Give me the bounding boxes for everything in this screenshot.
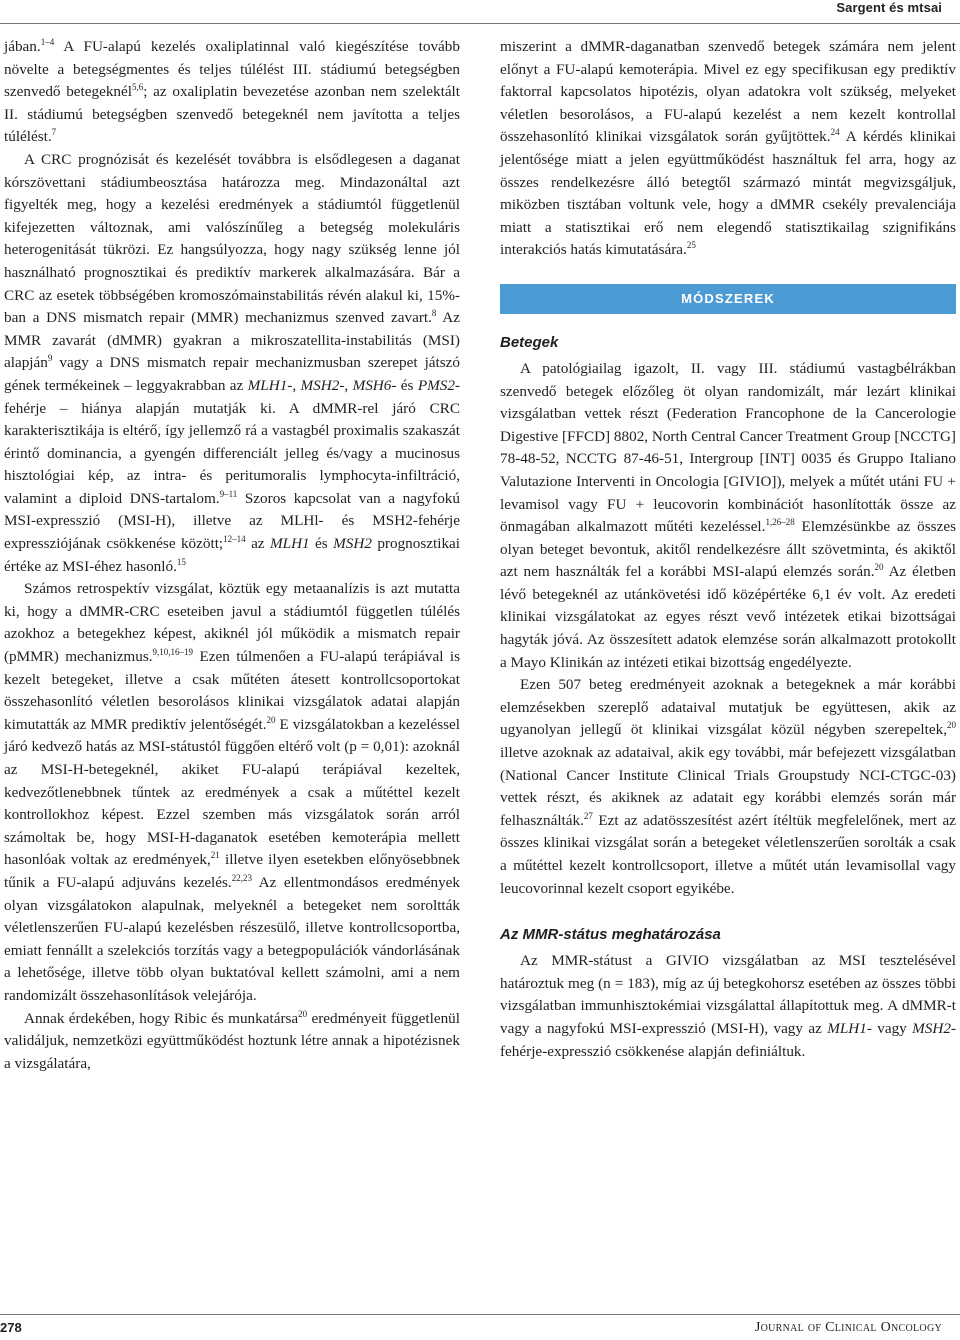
footer-rule xyxy=(0,1314,960,1315)
right-column xyxy=(500,36,956,1063)
paragraph-hypothesis-continued: miszerint a dMMR-daganatban szenvedő betegek számára nem jelent előnyt a FU-alapú kemoterápia. Mivel ez egy specifikusan egy prediktív faktorral kapcsolatos hipotézis, olyan adatokra volt szükség, melyeket véletlen besorolásos, a FU-alapú kezelést a nem kezelt kontrollal összehasonlító klinikai vizsgálatok során gyűjtöttek.$^{24}$ A kérdés klinikai jelentősége miatt a jelen együttműködést használtuk fel arra, hogy az összes rendelkezésre álló betegtől származó mintát megvizsgáljuk, miközben tisztában voltunk vele, hogy a dMMR csekély prevalenciája miatt a statisztikai erő nem elegendő statisztikailag szignifikáns interakciós hatás kimutatására.$^{25}$ xyxy=(500,38,956,259)
paragraph-crc-prognosis: A CRC prognózisát és kezelését továbbra is elsődlegesen a daganat kórszövettani stádiumbeosztása határozza meg. Mindazonáltal azt figyelték meg, hogy a kezelési eredmények a stádiumtól függetlenül kifejezetten változnak, ami valószínűleg a betegség molekuláris heterogenitását tükrözi. Ez hangsúlyozza, hogy nagy szükség lenne jól használható prognosztikai és prediktív markerek alkalmazására. Bár a CRC az esetek többségében kromoszómainstabilitás révén alakul ki, 15%-ban a DNS mismatch repair (MMR) mechanizmus szenved zavart.$^8$ Az MMR zavarát (dMMR) gyakran a mikroszatellita-instabilitás (MSI) alapján$^9$ vagy a DNS mismatch repair mechanizmusban szerepet játszó gének termékeinek – leggyakrabban az MLH1-, MSH2-, MSH6- és PMS2-fehérje – hiánya alapján mutatják ki. A dMMR-rel járó CRC karakterisztikája is eltérő, így jellemző rá a vastagbél proximalis szakaszát érintő dominancia, a gyengén differenciált jelleg és/vagy a mucinosus hisztológiai kép, az intra- és peritumoralis lymphocyta-infiltráció, valamint a diploid DNS-tartalom.$^{9-11}$ Szoros kapcsolat van a nagyfokú MSI-expresszió (MSI-H), illetve az MLHl- és MSH2-fehérje expressziójának csökkenése között;$^{12-14}$ az MLH1 és MSH2 prognosztikai értéke az MSI-éhez hasonló.$^{15}$ xyxy=(4,150,461,575)
paragraph-intro-continued: jában.$^{1-4}$ A FU-alapú kezelés oxaliplatinnal való kiegészítése tovább növelte a betegségmentes és teljes túlélést III. stádiumú betegségben szenvedő betegeknél$^{5,6}$; az oxaliplatin bevezetése azonban nem szelektált II. stádiumú betegségben szenvedő betegeknél nem javította a teljes túlélést.$^7$ xyxy=(4,36,460,146)
paragraph-pooled-data: Ezen 507 beteg eredményeit azoknak a betegeknek a már korábbi elemzésekben szereplő adataival mutatjuk be együttesen, akik az ugyanolyan jellegű öt klinikai vizsgálat közül négyben szerepeltek,$^{20}$ illetve azoknak az adataival, akik egy további, már befejezett vizsgálatban (National Cancer Institute Clinical Trials Groupstudy NCI-CTGC-03) vettek részt, és akiknek az adatait egy korábbi elemzés során már felhasználták.$^{27}$ Ezt az adatösszesítést azért ítéltük megfelelőnek, mert az összes klinikai vizsgálat során a betegeket véletlenszerűen sorolták a csak a műtéttel kezelt kontrollcsoport, illetve a műtét után levamisollal vagy leucovorinnal kezelt csoport egyikébe. xyxy=(500,676,956,897)
left-column xyxy=(4,36,460,1075)
paragraph-mmr-status: Az MMR-státust a GIVIO vizsgálatban az MSI tesztelésével határoztuk meg (n = 183), míg az új betegkohorsz esetében az összes többi vizsgálatban immunhisztokémiai vizsgálattal állapítottuk meg. A dMMR-t vagy a nagyfokú MSI-expresszió (MSI-H), vagy az MLH1- vagy MSH2-fehérje-expresszió csökkenése alapján definiáltuk. xyxy=(500,952,956,1060)
paragraph-retrospective-studies: Számos retrospektív vizsgálat, köztük egy metaanalízis is azt mutatta ki, hogy a dMMR-CRC eseteiben javul a stádiumtól független túlélés azokhoz a betegekhez képest, akiknél jól működik a mismatch repair (pMMR) mechanizmus.$^{9,10,16-19}$ Ezen túlmenően a FU-alapú terápiával is kezelt betegeket, illetve a csak műtéten átesett kontrollcsoportokat összehasonlító véletlen besorolásos klinikai vizsgálatok adatai alapján kimutatták az MMR prediktív jelentőségét.$^{20}$ E vizsgálatokban a kezeléssel járó kedvező hatás az MSI-státustól függően eltérő volt (p = 0,01): azoknál az MSI-H-betegeknél, akiket FU-alapú terápiával kezeltek, kedvezőtlenebbnek tűntek az eredmények a csak a műtéttel kezelt kontrollokhoz képest. Ezzel szemben más vizsgálatok során arról számoltak be, hogy MSI-H-daganatok esetében kemoterápia mellett hasonlóak voltak az eredmények,$^{21}$ illetve ilyen esetekben előnyösebbnek tűnik a FU-alapú adjuváns kezelés.$^{22,23}$ Az ellentmondásos eredmények olyan vizsgálatokon alapulnak, melyeknél a betegeket nem soroltták véletlenszerűen FU-alapú kezelésben részesülő, illetve kontrollcsoportba, emiatt fennállt a szelekciós torzítás vagy a betegpopulációk vándorlásának a lehetősége, illetve több olyan buktatóval kellett számolni, ami a nem randomizált összehasonlítások velejárója. xyxy=(4,580,460,1004)
paragraph-patients: A patológiailag igazolt, II. vagy III. stádiumú vastagbélrákban szenvedő betegek előzőleg öt olyan randomizált, már lezárt klinikai vizsgálatban vettek részt (Federation Francophone de la Cancerologie Digestive [FFCD] 8802, North Central Cancer Treatment Group [NCCTG] 78-48-52, NCCTG 87-46-51, Intergroup [INT] 0035 és Gruppo Italiano Valutazione Interventi in Oncologia [GIVIO]), melyek a műtét utáni FU + levamisol vagy FU + leucovorin kombinációt hasonlították össze az önmagában alkalmazott műtéti kezeléssel.$^{1,26-28}$ Elemzésünkbe az összes olyan beteget bevontuk, akitől rendelkezésre állt szövetminta, és akiktől azt nem használták fel a korábbi MSI-alapú elemzés során.$^{20}$ Az életben lévő betegeknél az utánkövetési idő középértéke 6,1 év volt. Az eredeti klinikai vizsgálatokat az egyes részt vevő intézetek etikai bizottságai hagyták jóvá. Az összesített adatok elemzése során alkalmazott protokollt a Mayo Klinikán az intézeti etikai bizottság engedélyezte. xyxy=(500,359,956,671)
running-head-authors: Sargent és mtsai xyxy=(836,0,942,15)
section-heading-methods: MÓDSZEREK xyxy=(500,284,956,314)
subheading-mmr-status: Az MMR-státus meghatározása xyxy=(500,926,721,944)
subheading-patients: Betegek xyxy=(500,333,559,351)
page-number: 278 xyxy=(0,1320,22,1335)
paragraph-hypothesis: Annak érdekében, hogy Ribic és munkatársa$^{20}$ eredményeit függetlenül validáljuk, nemzetközi együttműködést hoztunk létre annak a hipotézisnek a vizsgálatára, xyxy=(4,1008,460,1072)
header-rule xyxy=(0,23,960,24)
journal-name: Journal of Clinical Oncology xyxy=(754,1320,942,1335)
